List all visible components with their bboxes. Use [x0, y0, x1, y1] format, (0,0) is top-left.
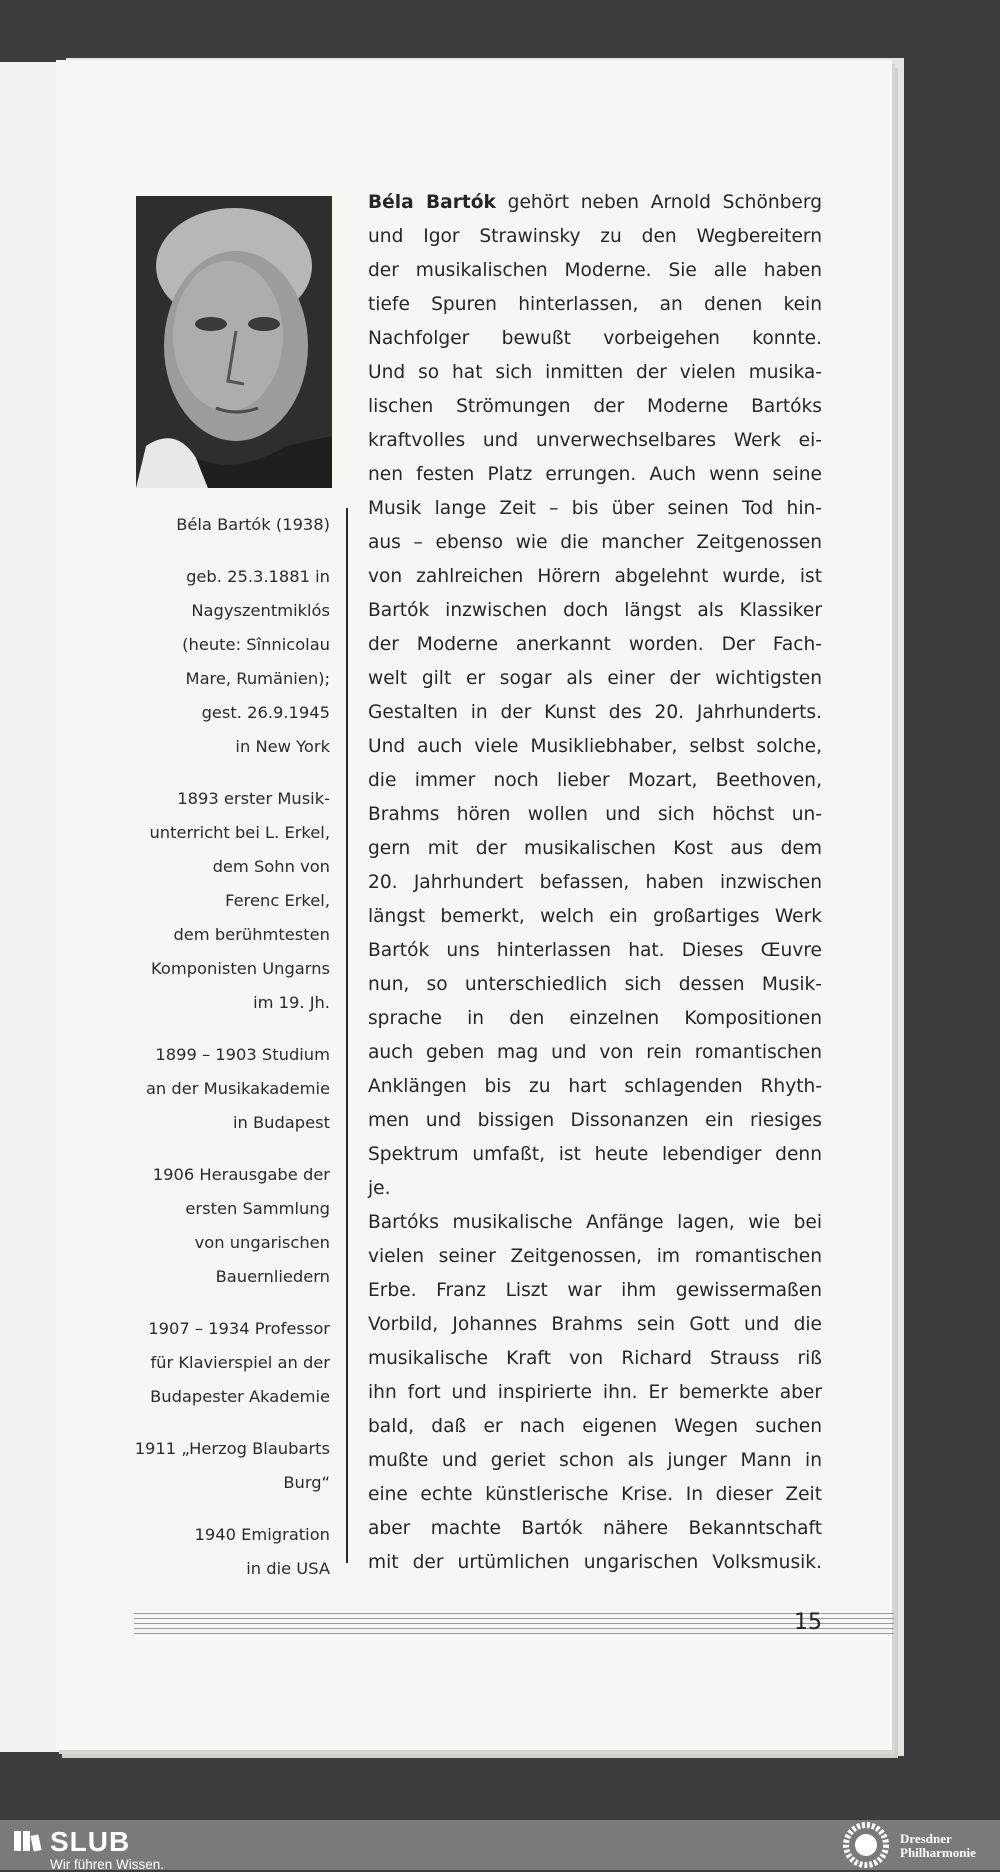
bio-line: in New York	[235, 737, 330, 756]
body-text-line	[368, 628, 822, 662]
body-text-line	[368, 560, 822, 594]
bio-line: Budapester Akademie	[150, 1387, 330, 1406]
body-text-line	[368, 1342, 822, 1376]
body-text-segment: Und so hat sich inmitten der vielen musika-	[368, 362, 822, 383]
body-text-segment: nun, so unterschiedlich sich dessen Musik-	[368, 974, 822, 995]
main-article-text	[368, 186, 822, 1580]
bio-line: im 19. Jh.	[253, 993, 330, 1012]
bio-line: geb. 25.3.1881 in	[186, 567, 330, 586]
bio-line: 1893 erster Musik-	[177, 789, 330, 808]
body-text-line	[368, 254, 822, 288]
body-text-segment: welt gilt er sogar als einer der wichtigsten	[368, 668, 822, 689]
bio-line: 1906 Herausgabe der	[152, 1165, 330, 1184]
body-text-segment: ihn fort und inspirierte ihn. Er bemerkte aber	[368, 1382, 822, 1403]
bio-block-birth	[80, 560, 330, 764]
body-text-line	[368, 968, 822, 1002]
page-number: 15	[794, 1610, 822, 1635]
bio-block-1906	[80, 1158, 330, 1294]
body-text-segment: der Moderne anerkannt worden. Der Fach-	[368, 634, 822, 655]
body-text-line	[368, 1036, 822, 1070]
bio-block-1940	[80, 1518, 330, 1586]
body-text-line	[368, 458, 822, 492]
body-text-segment: 20. Jahrhundert befassen, haben inzwischen	[368, 872, 822, 893]
body-text-segment: je.	[368, 1178, 391, 1199]
sidebar-divider-rule	[346, 508, 348, 1563]
body-text-segment: mußte und geriet schon als junger Mann in	[368, 1450, 822, 1471]
body-text-line	[368, 1546, 822, 1580]
body-text-segment: Bartók inzwischen doch längst als Klassiker	[368, 600, 822, 621]
dresdner-philharmonie-logo[interactable]	[840, 1822, 1000, 1868]
body-text-segment: längst bemerkt, welch ein großartiges Werk	[368, 906, 822, 927]
body-text-line	[368, 798, 822, 832]
composer-name-bold: Béla Bartók	[368, 192, 496, 213]
body-text-segment: die immer noch lieber Mozart, Beethoven,	[368, 770, 822, 791]
body-text-line	[368, 424, 822, 458]
body-text-segment: Brahms hören wollen und sich höchst un-	[368, 804, 822, 825]
body-text-segment: nen festen Platz errungen. Auch wenn seine	[368, 464, 822, 485]
body-text-segment: musikalische Kraft von Richard Strauss riß	[368, 1348, 822, 1369]
body-text-line	[368, 1240, 822, 1274]
body-text-line	[368, 356, 822, 390]
body-text-line	[368, 492, 822, 526]
bio-line: (heute: Sînnicolau	[182, 635, 330, 654]
body-text-line	[368, 186, 822, 220]
body-text-line	[368, 662, 822, 696]
bio-line: Mare, Rumänien);	[185, 669, 330, 688]
philharmonie-emblem-icon	[840, 1822, 892, 1868]
bio-line: an der Musikakademie	[145, 1079, 330, 1098]
body-text-line	[368, 1308, 822, 1342]
bio-line: in Budapest	[232, 1113, 330, 1132]
body-text-segment: Nachfolger bewußt vorbeigehen konnte.	[368, 328, 822, 349]
body-text-line	[368, 220, 822, 254]
body-text-segment: Bartók uns hinterlassen hat. Dieses Œuvre	[368, 940, 822, 961]
body-text-line	[368, 390, 822, 424]
slub-tagline: Wir führen Wissen.	[50, 1857, 165, 1872]
body-text-line	[368, 1478, 822, 1512]
body-text-segment: vielen seiner Zeitgenossen, im romantischen	[368, 1246, 822, 1267]
bio-line: ersten Sammlung	[185, 1199, 330, 1218]
body-text-line	[368, 764, 822, 798]
bio-line: 1899 – 1903 Studium	[155, 1045, 330, 1064]
biography-sidebar	[80, 508, 330, 1604]
bio-line: dem Sohn von	[212, 857, 330, 876]
body-text-line	[368, 1104, 822, 1138]
bio-line: Ferenc Erkel,	[225, 891, 330, 910]
bartok-portrait-photo	[136, 196, 332, 488]
bio-block-1907	[80, 1312, 330, 1414]
body-text-segment: Musik lange Zeit – bis über seinen Tod hin-	[368, 498, 822, 519]
body-text-line	[368, 1172, 822, 1206]
body-text-line	[368, 1070, 822, 1104]
body-text-line	[368, 934, 822, 968]
bio-line: Nagyszentmiklós	[191, 601, 330, 620]
slub-book-icon	[14, 1829, 42, 1853]
body-text-segment: auch geben mag und von rein romantischen	[368, 1042, 822, 1063]
body-text-line	[368, 1410, 822, 1444]
body-text-segment: Erbe. Franz Liszt war ihm gewissermaßen	[368, 1280, 822, 1301]
body-text-segment: gehört neben Arnold Schönberg	[495, 192, 822, 213]
body-text-line	[368, 866, 822, 900]
body-text-segment: mit der urtümlichen ungarischen Volksmusik.	[368, 1552, 822, 1573]
bio-block-1893	[80, 782, 330, 1020]
body-text-line	[368, 900, 822, 934]
bio-line: in die USA	[246, 1559, 330, 1578]
body-text-line	[368, 832, 822, 866]
body-text-line	[368, 288, 822, 322]
body-text-segment: und Igor Strawinsky zu den Wegbereitern	[368, 226, 822, 247]
body-text-line	[368, 730, 822, 764]
body-text-line	[368, 696, 822, 730]
philharmonie-wordmark: Dresdner Philharmonie	[900, 1831, 976, 1860]
bio-line: 1940 Emigration	[194, 1525, 330, 1544]
body-text-segment: von zahlreichen Hörern abgelehnt wurde, ist	[368, 566, 822, 587]
bio-line: für Klavierspiel an der	[150, 1353, 330, 1372]
body-text-segment: Spektrum umfaßt, ist heute lebendiger denn	[368, 1144, 822, 1165]
bio-line: Komponisten Ungarns	[151, 959, 330, 978]
bio-block-1911	[80, 1432, 330, 1500]
body-text-line	[368, 1512, 822, 1546]
body-text-line	[368, 1376, 822, 1410]
body-text-segment: eine echte künstlerische Krise. In dieser Zeit	[368, 1484, 822, 1505]
body-text-line	[368, 322, 822, 356]
body-text-segment: aber machte Bartók nähere Bekanntschaft	[368, 1518, 822, 1539]
facing-page-edge	[0, 62, 61, 1752]
bio-line: Burg“	[283, 1473, 330, 1492]
bio-line: unterricht bei L. Erkel,	[149, 823, 330, 842]
body-text-segment: men und bissigen Dissonanzen ein riesiges	[368, 1110, 822, 1131]
body-text-segment: Und auch viele Musikliebhaber, selbst solche,	[368, 736, 822, 757]
bio-line: von ungarischen	[194, 1233, 330, 1252]
body-text-line	[368, 1002, 822, 1036]
body-text-line	[368, 1274, 822, 1308]
body-text-segment: Anklängen bis zu hart schlagenden Rhyth-	[368, 1076, 822, 1097]
body-text-segment: gern mit der musikalischen Kost aus dem	[368, 838, 822, 859]
bio-line: 1911 „Herzog Blaubarts	[134, 1439, 330, 1458]
bio-line: 1907 – 1934 Professor	[148, 1319, 330, 1338]
portrait-illustration	[136, 196, 332, 488]
bio-block-1899	[80, 1038, 330, 1140]
body-text-line	[368, 526, 822, 560]
bio-line: dem berühmtesten	[173, 925, 330, 944]
body-text-segment: sprache in den einzelnen Kompositionen	[368, 1008, 822, 1029]
body-text-segment: bald, daß er nach eigenen Wegen suchen	[368, 1416, 822, 1437]
bio-line: gest. 26.9.1945	[201, 703, 330, 722]
body-text-segment: aus – ebenso wie die mancher Zeitgenossen	[368, 532, 822, 553]
body-text-segment: Bartóks musikalische Anfänge lagen, wie bei	[368, 1212, 822, 1233]
body-text-segment: lischen Strömungen der Moderne Bartóks	[368, 396, 822, 417]
body-text-segment: kraftvolles und unverwechselbares Werk ei-	[368, 430, 822, 451]
body-text-line	[368, 1138, 822, 1172]
body-text-line	[368, 1444, 822, 1478]
viewer-footer-bar	[0, 1820, 1000, 1870]
photo-caption: Béla Bartók (1938)	[176, 515, 330, 534]
bio-line: Bauernliedern	[215, 1267, 330, 1286]
body-text-segment: Vorbild, Johannes Brahms sein Gott und die	[368, 1314, 822, 1335]
body-text-line	[368, 594, 822, 628]
body-text-line	[368, 1206, 822, 1240]
body-text-segment: Gestalten in der Kunst des 20. Jahrhunderts.	[368, 702, 822, 723]
body-text-segment: der musikalischen Moderne. Sie alle haben	[368, 260, 822, 281]
body-text-segment: tiefe Spuren hinterlassen, an denen kein	[368, 294, 822, 315]
slub-name: SLUB	[50, 1826, 131, 1857]
